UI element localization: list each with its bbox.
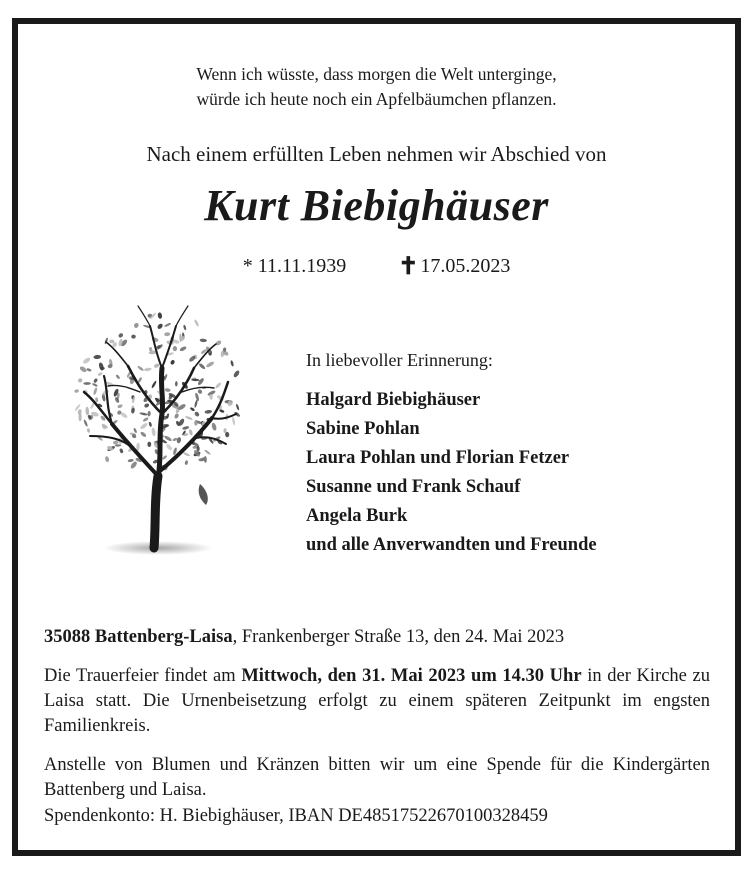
obituary-content bbox=[18, 24, 735, 850]
service-pre: Die Trauerfeier findet am bbox=[44, 666, 242, 686]
family-member: Sabine Pohlan bbox=[306, 419, 420, 439]
obituary-frame bbox=[12, 18, 741, 856]
cross-icon: ✝ bbox=[398, 254, 419, 280]
family-member: Laura Pohlan und Florian Fetzer bbox=[306, 448, 570, 468]
family-member: Susanne und Frank Schauf bbox=[306, 477, 521, 497]
family-member: Angela Burk bbox=[306, 506, 408, 526]
location-place: 35088 Battenberg-Laisa bbox=[44, 627, 233, 647]
deceased-name: Kurt Biebighäuser bbox=[204, 181, 549, 230]
location-line bbox=[44, 625, 710, 650]
tree-illustration bbox=[50, 296, 240, 566]
quote-line-2: würde ich heute noch ein Apfelbäumchen pflanzen. bbox=[196, 89, 557, 109]
quote bbox=[18, 62, 735, 112]
service-post: in der Kirche zu Laisa statt. Die Urnenbeisetzung erfolgt zu einem späteren Zeitpunkt im engsten Familienkreis. bbox=[44, 666, 710, 736]
donation-paragraph: Anstelle von Blumen und Kränzen bitten wir um eine Spende für die Kindergärten Battenberg und Laisa. bbox=[44, 755, 710, 800]
service-when: Mittwoch, den 31. Mai 2023 um 14.30 Uhr bbox=[241, 666, 582, 686]
life-dates bbox=[18, 252, 735, 281]
donation-account: Spendenkonto: H. Biebighäuser, IBAN DE48517522670100328459 bbox=[44, 806, 548, 826]
intro-text: Nach einem erfüllten Leben nehmen wir Abschied von bbox=[146, 142, 607, 166]
family-member: und alle Anverwandten und Freunde bbox=[306, 535, 597, 555]
birth-date: * 11.11.1939 bbox=[242, 255, 347, 277]
quote-line-1: Wenn ich wüsste, dass morgen die Welt unterginge, bbox=[196, 64, 557, 84]
memory-label: In liebevoller Erinnerung: bbox=[306, 350, 493, 370]
family-list bbox=[306, 386, 597, 560]
location-rest: , Frankenberger Straße 13, den 24. Mai 2023 bbox=[232, 627, 565, 647]
death-date: 17.05.2023 bbox=[420, 255, 511, 277]
service-paragraph bbox=[44, 664, 710, 739]
family-member: Halgard Biebighäuser bbox=[306, 390, 481, 410]
